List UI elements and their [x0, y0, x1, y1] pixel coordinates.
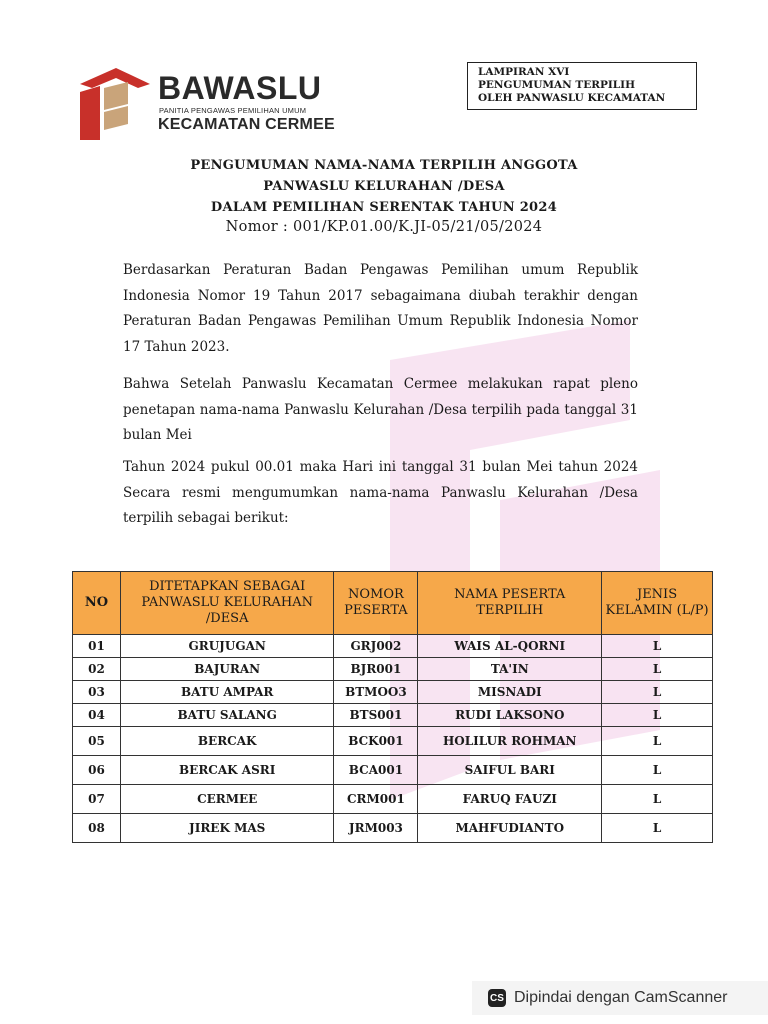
- cell-nomor: GRJ002: [334, 635, 418, 658]
- camscanner-icon: CS: [488, 989, 506, 1007]
- table-row: [73, 785, 713, 814]
- cell-nomor: BTMOO3: [334, 681, 418, 704]
- camscanner-badge: [472, 981, 768, 1015]
- cell-nama: RUDI LAKSONO: [418, 704, 602, 727]
- lampiran-line-1: LAMPIRAN XVI: [478, 66, 570, 78]
- cell-no: 03: [73, 681, 121, 704]
- cell-desa: BAJURAN: [120, 658, 334, 681]
- header-jenis-kelamin: JENIS KELAMIN (L/P): [602, 572, 713, 635]
- title-line-2: PANWASLU KELURAHAN /DESA: [263, 179, 505, 194]
- cell-nomor: BCA001: [334, 756, 418, 785]
- cell-jk: L: [602, 814, 713, 843]
- cell-nama: FARUQ FAUZI: [418, 785, 602, 814]
- lampiran-line-3: OLEH PANWASLU KECAMATAN: [478, 92, 666, 104]
- paragraph-plenary: Bahwa Setelah Panwaslu Kecamatan Cermee melakukan rapat pleno penetapan nama-nama Panwaslu Kelurahan /Desa terpilih pada tanggal 31 bulan Mei: [123, 376, 638, 443]
- elected-members-table: [72, 571, 713, 843]
- cell-jk: L: [602, 681, 713, 704]
- table-row: [73, 814, 713, 843]
- cell-no: 02: [73, 658, 121, 681]
- header-nomor-peserta: NOMOR PESERTA: [334, 572, 418, 635]
- cell-desa: CERMEE: [120, 785, 334, 814]
- header-nama-peserta: NAMA PESERTA TERPILIH: [418, 572, 602, 635]
- camscanner-label: Dipindai dengan CamScanner: [514, 989, 728, 1006]
- announcement-title: [0, 155, 768, 236]
- table-row: [73, 635, 713, 658]
- cell-no: 07: [73, 785, 121, 814]
- table-row: [73, 658, 713, 681]
- cell-desa: GRUJUGAN: [120, 635, 334, 658]
- title-line-3: DALAM PEMILIHAN SERENTAK TAHUN 2024: [210, 200, 558, 215]
- cell-nomor: CRM001: [334, 785, 418, 814]
- title-line-1: PENGUMUMAN NAMA-NAMA TERPILIH ANGGOTA: [190, 158, 578, 173]
- cell-nama: MISNADI: [418, 681, 602, 704]
- paragraph-announcement: Tahun 2024 pukul 00.01 maka Hari ini tanggal 31 bulan Mei tahun 2024 Secara resmi mengumumkan nama-nama Panwaslu Kelurahan /Desa terpilih sebagai berikut:: [123, 459, 638, 526]
- cell-nama: TA'IN: [418, 658, 602, 681]
- cell-no: 01: [73, 635, 121, 658]
- cell-desa: JIREK MAS: [120, 814, 334, 843]
- cell-jk: L: [602, 785, 713, 814]
- header-no: NO: [73, 572, 121, 635]
- cell-desa: BERCAK ASRI: [120, 756, 334, 785]
- table-row: [73, 704, 713, 727]
- cell-jk: L: [602, 635, 713, 658]
- cell-no: 08: [73, 814, 121, 843]
- bawaslu-emblem-icon: [78, 64, 152, 142]
- cell-desa: BATU AMPAR: [120, 681, 334, 704]
- cell-desa: BATU SALANG: [120, 704, 334, 727]
- cell-jk: L: [602, 704, 713, 727]
- table-header-row: [73, 572, 713, 635]
- table-row: [73, 681, 713, 704]
- cell-no: 06: [73, 756, 121, 785]
- cell-nomor: BJR001: [334, 658, 418, 681]
- document-number: Nomor : 001/KP.01.00/K.JI-05/21/05/2024: [225, 219, 543, 235]
- cell-jk: L: [602, 658, 713, 681]
- logo-title: BAWASLU: [158, 70, 322, 106]
- paragraph-legal-basis: Berdasarkan Peraturan Badan Pengawas Pemilihan umum Republik Indonesia Nomor 19 Tahun 2017 sebagaimana diubah terakhir dengan Peraturan Badan Pengawas Pemilihan Umum Republik Indonesia Nomor 17 Tahun 2023.: [123, 262, 638, 355]
- table-row: [73, 727, 713, 756]
- cell-desa: BERCAK: [120, 727, 334, 756]
- cell-no: 04: [73, 704, 121, 727]
- lampiran-box: [467, 62, 697, 110]
- cell-nama: WAIS AL-QORNI: [418, 635, 602, 658]
- cell-nama: MAHFUDIANTO: [418, 814, 602, 843]
- header-desa: DITETAPKAN SEBAGAI PANWASLU KELURAHAN /DESA: [120, 572, 334, 635]
- logo-kecamatan: KECAMATAN CERMEE: [158, 116, 335, 133]
- cell-jk: L: [602, 727, 713, 756]
- cell-nomor: BTS001: [334, 704, 418, 727]
- cell-no: 05: [73, 727, 121, 756]
- cell-nomor: JRM003: [334, 814, 418, 843]
- cell-jk: L: [602, 756, 713, 785]
- table-row: [73, 756, 713, 785]
- cell-nama: HOLILUR ROHMAN: [418, 727, 602, 756]
- lampiran-line-2: PENGUMUMAN TERPILIH: [478, 79, 635, 91]
- logo-subtitle: PANITIA PENGAWAS PEMILIHAN UMUM: [159, 106, 307, 115]
- cell-nomor: BCK001: [334, 727, 418, 756]
- cell-nama: SAIFUL BARI: [418, 756, 602, 785]
- bawaslu-logo: [78, 64, 378, 144]
